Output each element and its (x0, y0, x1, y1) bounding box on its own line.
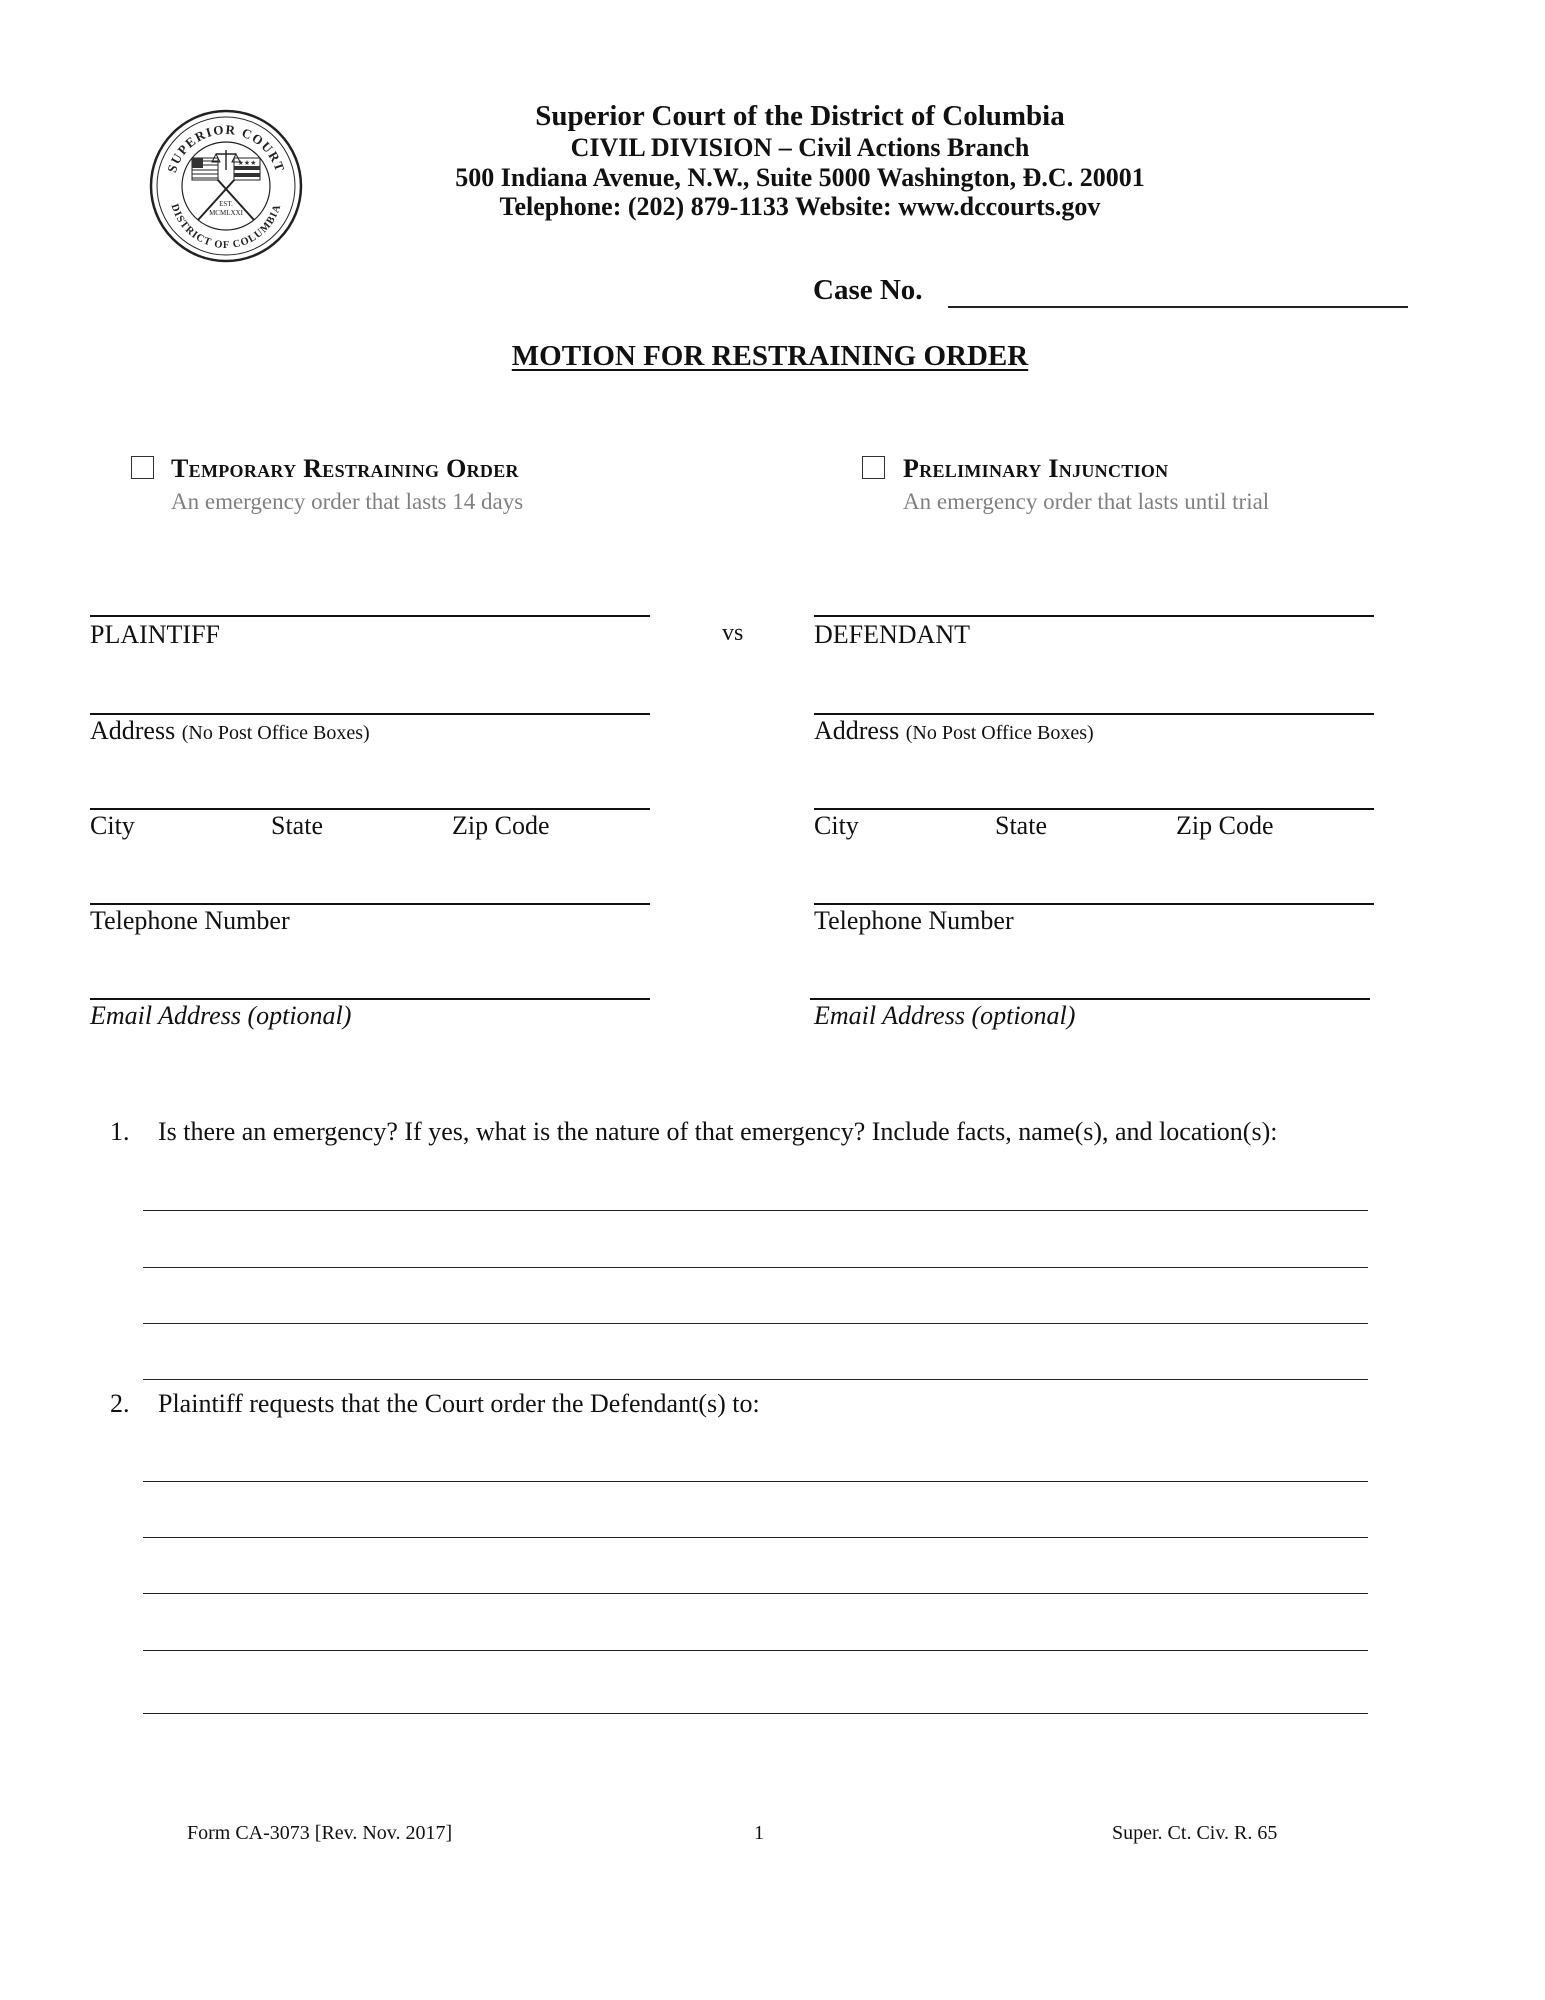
defendant-address-field[interactable] (814, 713, 1374, 715)
court-name: Superior Court of the District of Columbia (535, 100, 1065, 132)
question-1-answer-line[interactable] (143, 1210, 1368, 1211)
defendant-address-label (814, 716, 1094, 746)
defendant-zip-label: Zip Code (1176, 811, 1274, 840)
question-2-answer-line[interactable] (143, 1713, 1368, 1714)
defendant-city-state-zip-field[interactable] (814, 808, 1374, 810)
defendant-name-field[interactable] (814, 615, 1374, 617)
plaintiff-city-state-zip-field[interactable] (90, 808, 650, 810)
defendant-label: DEFENDANT (814, 620, 970, 649)
division-name: CIVIL DIVISION – Civil Actions Branch (570, 133, 1030, 162)
plaintiff-address-label (90, 716, 370, 746)
court-seal-icon (148, 108, 304, 264)
defendant-phone-label: Telephone Number (814, 906, 1014, 935)
question-1-text: Is there an emergency? If yes, what is the nature of that emergency? Include facts, name(s), and location(s): (158, 1117, 1278, 1146)
question-1-answer-line[interactable] (143, 1379, 1368, 1380)
plaintiff-email-label: Email Address (optional) (90, 1001, 352, 1030)
pi-option-title: Preliminary Injunction (903, 454, 1169, 483)
vs-label: vs (722, 620, 744, 646)
seal-est-text: EST. (219, 200, 233, 208)
question-2-text: Plaintiff requests that the Court order the Defendant(s) to: (158, 1389, 760, 1418)
court-address: 500 Indiana Avenue, N.W., Suite 5000 Washington, Đ.C. 20001 (455, 163, 1145, 192)
plaintiff-city-label: City (90, 811, 135, 840)
tro-checkbox[interactable] (131, 456, 154, 479)
page-number: 1 (754, 1822, 764, 1844)
case-no-label: Case No. (813, 274, 923, 306)
defendant-phone-field[interactable] (814, 903, 1374, 905)
question-1-answer-line[interactable] (143, 1267, 1368, 1268)
plaintiff-phone-field[interactable] (90, 903, 650, 905)
preliminary-injunction-checkbox[interactable] (862, 456, 885, 479)
plaintiff-name-field[interactable] (90, 615, 650, 617)
page-title: MOTION FOR RESTRAINING ORDER (511, 340, 1029, 372)
seal-top-text: SUPERIOR COURT (163, 121, 289, 175)
plaintiff-address-label-text: Address (90, 716, 176, 745)
question-1-number: 1. (110, 1117, 130, 1146)
tro-option-title: Temporary Restraining Order (171, 454, 519, 483)
plaintiff-address-note: (No Post Office Boxes) (181, 722, 370, 744)
question-2-answer-line[interactable] (143, 1481, 1368, 1482)
defendant-email-field[interactable] (810, 998, 1370, 1000)
defendant-state-label: State (995, 811, 1047, 840)
seal-bottom-text: DISTRICT OF COLUMBIA (168, 202, 284, 252)
defendant-email-label: Email Address (optional) (814, 1001, 1076, 1030)
tro-option-subtitle: An emergency order that lasts 14 days (171, 489, 524, 514)
defendant-address-label-text: Address (814, 716, 900, 745)
plaintiff-state-label: State (271, 811, 323, 840)
svg-text:★★★: ★★★ (237, 159, 257, 167)
plaintiff-address-field[interactable] (90, 713, 650, 715)
defendant-city-label: City (814, 811, 859, 840)
plaintiff-phone-label: Telephone Number (90, 906, 290, 935)
seal-year-text: MCMLXXI (209, 209, 243, 217)
court-contact: Telephone: (202) 879-1133 Website: www.dccourts.gov (499, 192, 1101, 221)
defendant-address-note: (No Post Office Boxes) (905, 722, 1094, 744)
plaintiff-label: PLAINTIFF (90, 620, 221, 649)
pi-option-subtitle: An emergency order that lasts until trial (903, 489, 1270, 514)
plaintiff-email-field[interactable] (90, 998, 650, 1000)
question-2-answer-line[interactable] (143, 1650, 1368, 1651)
question-2-answer-line[interactable] (143, 1537, 1368, 1538)
question-2-answer-line[interactable] (143, 1593, 1368, 1594)
case-no-field[interactable] (948, 306, 1408, 308)
form-number: Form CA-3073 [Rev. Nov. 2017] (187, 1822, 453, 1844)
question-2-number: 2. (110, 1389, 130, 1418)
question-1-answer-line[interactable] (143, 1323, 1368, 1324)
rule-reference: Super. Ct. Civ. R. 65 (1112, 1822, 1278, 1844)
plaintiff-zip-label: Zip Code (452, 811, 550, 840)
